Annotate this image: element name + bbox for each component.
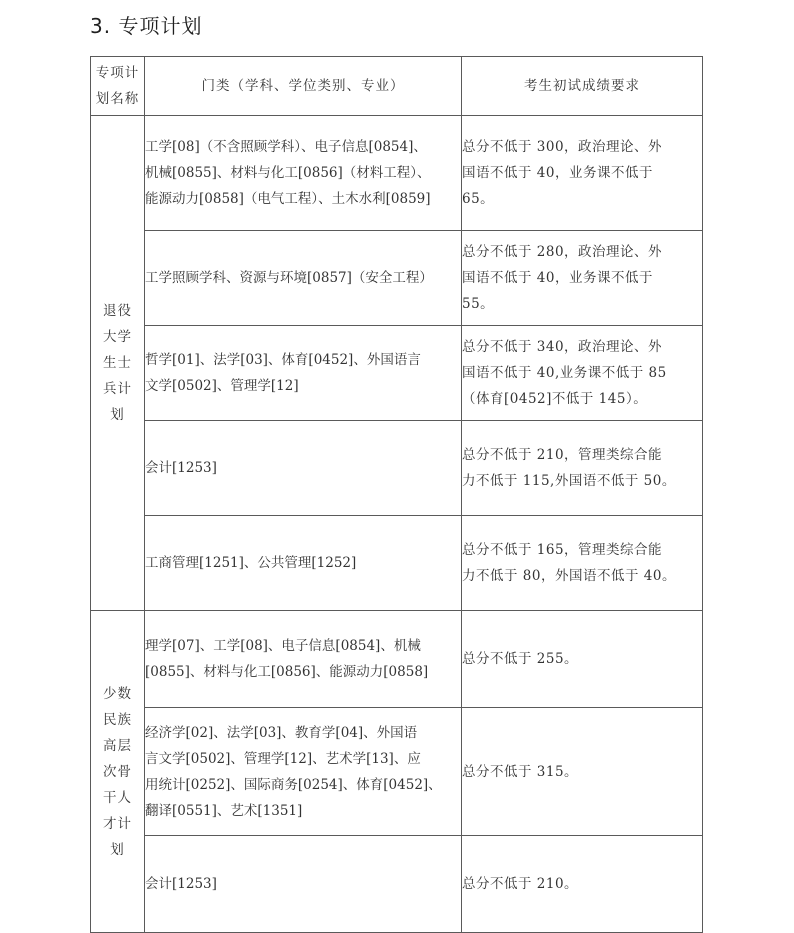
table-row [91, 231, 703, 326]
table-row [91, 116, 703, 231]
header-category: 门类（学科、学位类别、专业） [145, 57, 462, 116]
table-header-row [91, 57, 703, 116]
table-row [91, 611, 703, 708]
plan-name-veterans: 退役大学生士兵计划 [91, 116, 145, 611]
header-requirement: 考生初试成绩要求 [462, 57, 703, 116]
plan-name-minority: 少数民族高层次骨干人才计划 [91, 611, 145, 933]
section-heading: 3. 专项计划 [90, 14, 203, 38]
requirement-cell: 总分不低于 210，管理类综合能 力不低于 115,外国语不低于 50。 [462, 421, 703, 516]
category-cell: 理学[07]、工学[08]、电子信息[0854]、机械 [0855]、材料与化工[0856]、能源动力[0858] [145, 611, 462, 708]
category-cell: 经济学[02]、法学[03]、教育学[04]、外国语 言文学[0502]、管理学[12]、艺术学[13]、应 用统计[0252]、国际商务[0254]、体育[0452]、 翻译[0551]、艺术[1351] [145, 708, 462, 836]
category-cell: 哲学[01]、法学[03]、体育[0452]、外国语言 文学[0502]、管理学[12] [145, 326, 462, 421]
category-cell: 会计[1253] [145, 421, 462, 516]
category-cell: 会计[1253] [145, 836, 462, 933]
category-cell: 工商管理[1251]、公共管理[1252] [145, 516, 462, 611]
table-row [91, 516, 703, 611]
table-row [91, 421, 703, 516]
header-plan-name: 专项计划名称 [91, 57, 145, 116]
table-row [91, 708, 703, 836]
requirement-cell: 总分不低于 165，管理类综合能 力不低于 80，外国语不低于 40。 [462, 516, 703, 611]
requirement-cell: 总分不低于 255。 [462, 611, 703, 708]
requirement-cell: 总分不低于 315。 [462, 708, 703, 836]
table-row [91, 836, 703, 933]
category-cell: 工学[08]（不含照顾学科）、电子信息[0854]、 机械[0855]、材料与化工[0856]（材料工程）、 能源动力[0858]（电气工程）、土木水利[0859] [145, 116, 462, 231]
requirement-cell: 总分不低于 340，政治理论、外 国语不低于 40,业务课不低于 85 （体育[0452]不低于 145）。 [462, 326, 703, 421]
requirement-cell: 总分不低于 210。 [462, 836, 703, 933]
requirement-cell: 总分不低于 280，政治理论、外 国语不低于 40，业务课不低于 55。 [462, 231, 703, 326]
table-row [91, 326, 703, 421]
requirement-cell: 总分不低于 300，政治理论、外 国语不低于 40，业务课不低于 65。 [462, 116, 703, 231]
special-plan-table [90, 56, 703, 933]
category-cell: 工学照顾学科、资源与环境[0857]（安全工程） [145, 231, 462, 326]
